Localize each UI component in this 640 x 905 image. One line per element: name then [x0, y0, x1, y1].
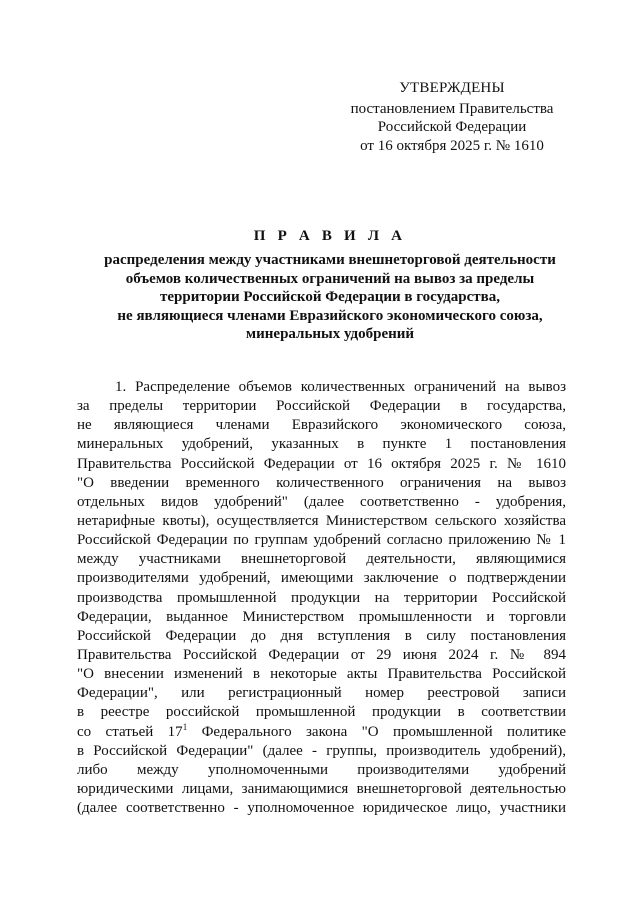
- body-line: Российской Федерации до дня вступления в силу постановления: [77, 627, 566, 644]
- body-line: не являющиеся членами Евразийского экономического союза,: [77, 417, 566, 434]
- body-line: между участниками внешнеторговой деятельности, являющимися: [77, 551, 566, 568]
- body-line: Правительства Российской Федерации от 29 июня 2024 г. № 894: [77, 646, 566, 663]
- body-line: минеральных удобрений, указанных в пункте 1 постановления: [77, 436, 566, 453]
- body-line-with-footnote: [77, 723, 566, 742]
- body-line: Правительства Российской Федерации от 16 октября 2025 г. № 1610: [77, 455, 566, 472]
- body-line-part: Федерального закона "О промышленной политике: [201, 723, 566, 740]
- body-line: в реестре российской промышленной продукции в соответствии: [77, 704, 566, 721]
- approval-stamp: УТВЕРЖДЕНЫ: [399, 80, 505, 96]
- body-line: в Российской Федерации" (далее - группы, производитель удобрений),: [77, 742, 566, 759]
- body-line: производства промышленной продукции на территории Российской: [77, 589, 566, 606]
- body-line: отдельных видов удобрений" (далее соответственно - удобрения,: [77, 493, 566, 510]
- body-line: Российской Федерации по группам удобрений согласно приложению № 1: [77, 532, 566, 549]
- body-line: 1. Распределение объемов количественных ограничений на вывоз: [115, 379, 566, 395]
- subtitle-line: территории Российской Федерации в государства,: [159, 289, 500, 306]
- body-line: производителями удобрений, имеющими заключение о подтверждении: [77, 570, 566, 587]
- subtitle-line: объемов количественных ограничений на вывоз за пределы: [125, 270, 535, 287]
- body-line: "О введении временного количественного ограничения на вывоз: [77, 474, 566, 491]
- body-line: нетарифные квоты), осуществляется Министерством сельского хозяйства: [77, 512, 566, 529]
- body-line: либо между уполномоченными производителями удобрений: [77, 761, 566, 778]
- body-line: юридическими лицами, занимающимися внешнеторговой деятельностью: [77, 780, 566, 797]
- document-title: П Р А В И Л А: [253, 228, 407, 244]
- subtitle-line: минеральных удобрений: [245, 326, 415, 343]
- approval-line: Российской Федерации: [377, 119, 527, 135]
- subtitle-line: не являющиеся членами Евразийского экономического союза,: [117, 307, 543, 324]
- subtitle-line: распределения между участниками внешнеторговой деятельности: [104, 252, 556, 268]
- approval-line: постановлением Правительства: [350, 100, 554, 117]
- document-subtitle: [70, 251, 590, 344]
- body-line: за пределы территории Российской Федерации в государства,: [77, 398, 566, 415]
- body-line: (далее соответственно - уполномоченное юридическое лицо, участники: [77, 800, 566, 817]
- approval-block: [338, 79, 566, 155]
- paragraph-1: [77, 378, 566, 818]
- body-line: "О внесении изменений в некоторые акты Правительства Российской: [77, 666, 566, 683]
- body-line: Федерации", или регистрационный номер реестровой записи: [77, 685, 566, 702]
- approval-line: от 16 октября 2025 г. № 1610: [360, 137, 544, 154]
- body-line: Федерации, выданное Министерством промышленности и торговли: [77, 608, 566, 625]
- body-line-part: со статьей 17: [77, 723, 183, 740]
- footnote-marker: 1: [182, 721, 188, 732]
